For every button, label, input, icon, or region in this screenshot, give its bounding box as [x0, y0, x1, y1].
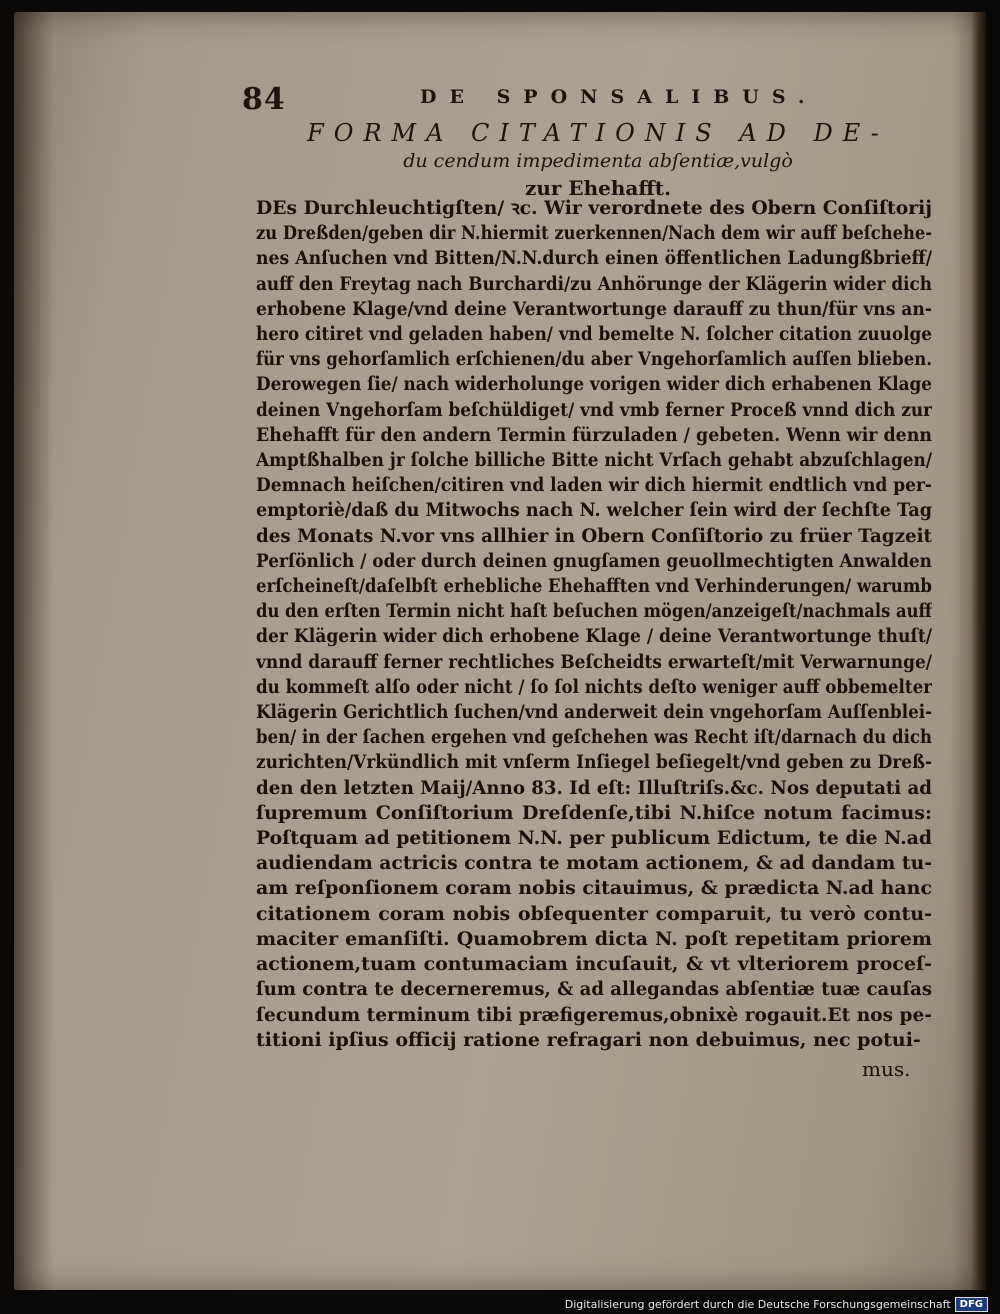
text-line: für vns gehorſamlich erſchienen/du aber Vngehorſamlich auſſen blieben.	[256, 348, 932, 371]
footer-credit	[565, 1297, 988, 1312]
body-text	[256, 196, 932, 1053]
text-line: ſecundum terminum tibi præfigeremus,obnixè rogauit.Et nos pe-	[256, 1003, 932, 1026]
page-number: 84	[242, 82, 286, 117]
text-line: Klägerin Gerichtlich ſuchen/vnd anderweit dein vngehorſam Auſſenblei-	[256, 701, 932, 724]
text-line: Derowegen ſie/ nach widerholunge vorigen wider dich erhabenen Klage	[256, 373, 932, 396]
text-line: Amptßhalben jr ſolche billiche Bitte nicht Vrſach gehabt abzuſchlagen/	[256, 449, 932, 472]
catchword: mus.	[862, 1057, 911, 1081]
text-line: erſcheineſt/daſelbſt erhebliche Ehehafften vnd Verhinderungen/ warumb	[256, 575, 932, 598]
text-line: zurichten/Vrkündlich mit vnſerm Inſiegel beſiegelt/vnd geben zu Dreß-	[256, 751, 932, 774]
text-line: Demnach heiſchen/citiren vnd laden wir dich hiermit endtlich vnd per-	[256, 474, 932, 497]
text-line: zu Dreßden/geben dir N.hiermit zuerkennen/Nach dem wir auff beſchehe-	[256, 222, 932, 245]
text-line: nes Anſuchen vnd Bitten/N.N.durch einen öffentlichen Ladungßbrieff/	[256, 247, 932, 270]
text-line: ſupremum Conſiſtorium Dreſdenſe,tibi N.hiſce notum facimus:	[256, 801, 932, 824]
text-line: deinen Vngehorſam beſchüldiget/ vnd vmb ferner Proceß vnnd dich zur	[256, 398, 932, 421]
text-line: Poſtquam ad petitionem N.N. per publicum Edictum, te die N.ad	[256, 827, 932, 850]
text-line: titioni ipſius officij ratione refragari non debuimus, nec potui-	[256, 1028, 921, 1051]
title-line: du cendum impedimenta abſentiæ,vulgò	[403, 150, 793, 172]
text-line: actionem,tuam contumaciam incuſauit, & vt vlteriorem proceſ-	[256, 953, 932, 976]
title-line: zur Ehehafft.	[524, 176, 672, 200]
running-head: DE SPONSALIBUS.	[420, 86, 818, 108]
text-line: DEs Durchleuchtigſten/ ꝛc. Wir verordnete des Obern Conſiſtorij	[256, 197, 932, 219]
text-line: ſum contra te decerneremus, & ad allegandas abſentiæ tuæ cauſas	[256, 978, 932, 1001]
text-line: am reſponſionem coram nobis citauimus, & prædicta N.ad hanc	[256, 877, 932, 900]
title-line: FORMA CITATIONIS AD DE-	[307, 119, 889, 147]
text-line: du kommeſt alſo oder nicht / ſo ſol nichts deſto weniger auff obbemelter	[256, 675, 932, 698]
footer-credit-text: Digitalisierung gefördert durch die Deutsche Forschungsgemeinschaft	[564, 1298, 951, 1311]
text-line: Ehehafft für den andern Termin fürzuladen / gebeten. Wenn wir denn	[256, 423, 932, 446]
text-line: vnnd darauff ferner rechtliches Beſcheidts erwarteſt/mit Verwarnunge/	[256, 650, 932, 673]
text-line: ben/ in der ſachen ergehen vnd geſchehen was Recht iſt/darnach du dich	[256, 726, 932, 749]
dfg-logo: DFG	[955, 1297, 988, 1312]
text-line: erhobene Klage/vnd deine Verantwortunge darauff zu thun/für vns an-	[256, 297, 932, 320]
page-edge	[952, 12, 986, 1290]
text-line: citationem coram nobis obſequenter comparuit, tu verò contu-	[256, 902, 932, 925]
text-line: hero citiret vnd geladen haben/ vnd bemelte N. ſolcher citation zuuolge	[256, 323, 932, 346]
text-line: maciter emanſiſti. Quamobrem dicta N. poſt repetitam priorem	[256, 927, 932, 950]
text-line: des Monats N.vor vns allhier in Obern Conſiſtorio zu früer Tagzeit	[256, 524, 932, 547]
section-title	[248, 118, 948, 202]
text-line: Perſönlich / oder durch deinen gnugſamen geuollmechtigten Anwalden	[256, 549, 932, 572]
text-line: audiendam actricis contra te motam actionem, & ad dandam tu-	[256, 852, 932, 875]
text-line: den den letzten Maij/Anno 83. Id eſt: Illuſtriſs.&c. Nos deputati ad	[256, 776, 932, 799]
text-line: emptoriè/daß du Mitwochs nach N. welcher ſein wird der ſechſte Tag	[256, 499, 932, 522]
text-line: auff den Freytag nach Burchardi/zu Anhörunge der Klägerin wider dich	[256, 272, 932, 295]
spine-shadow	[14, 12, 54, 1290]
text-line: du den erſten Termin nicht haſt beſuchen mögen/anzeigeſt/nachmals auff	[256, 600, 932, 623]
text-line: der Klägerin wider dich erhobene Klage / deine Verantwortunge thuſt/	[256, 625, 932, 648]
